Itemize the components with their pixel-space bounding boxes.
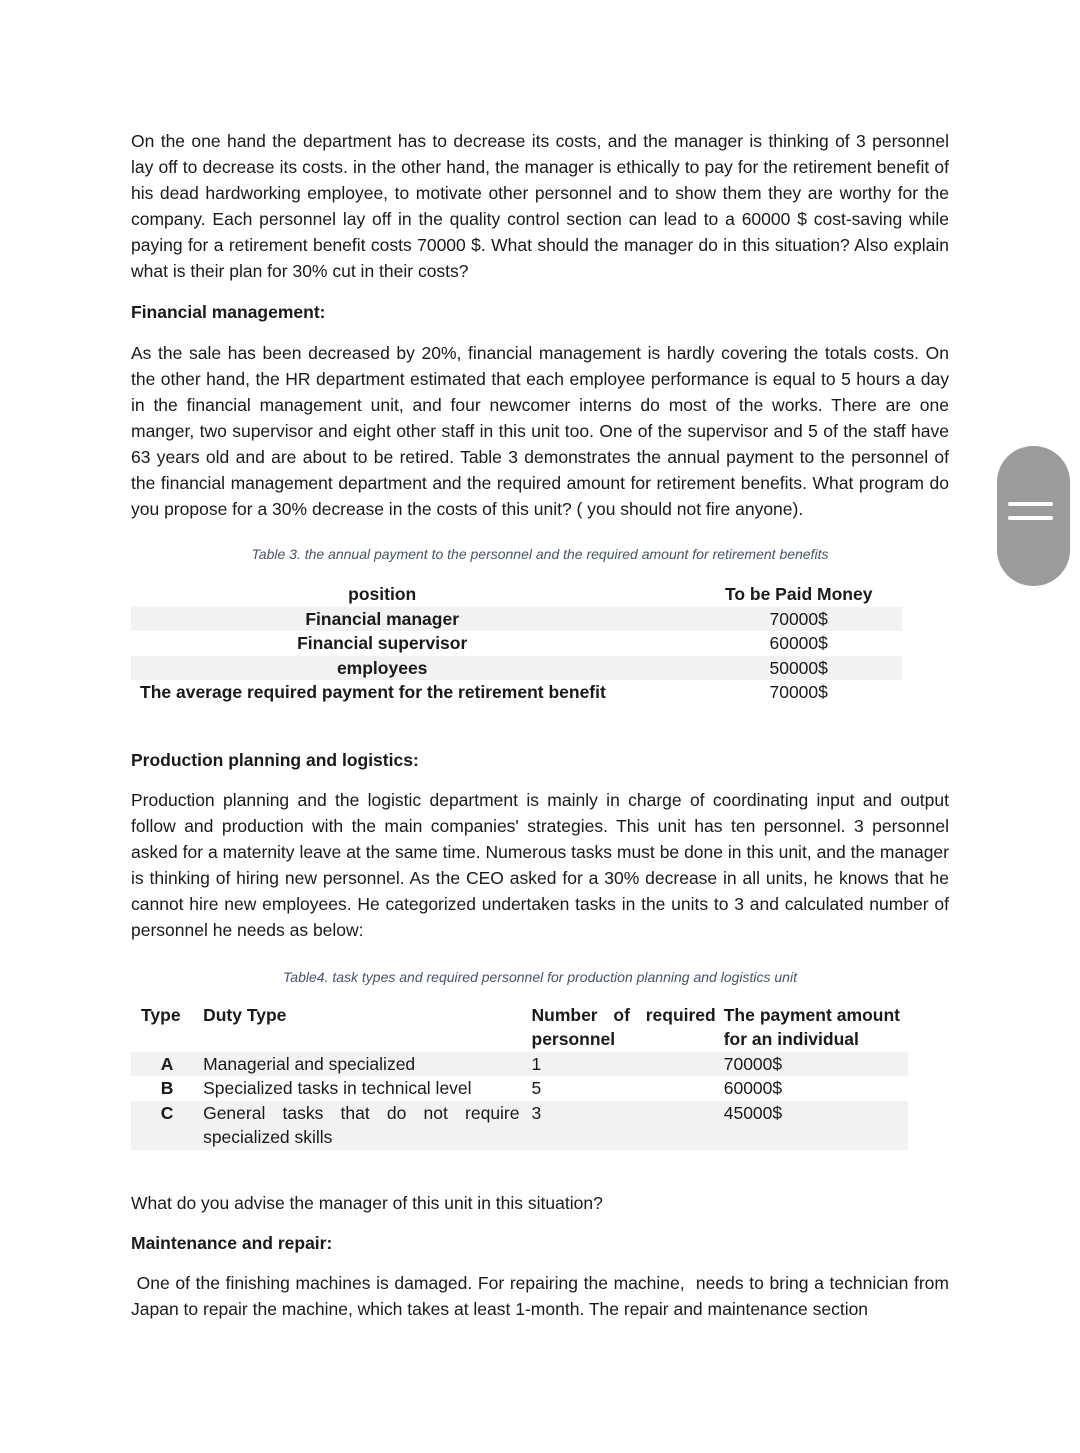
- table-cell: 70000$: [723, 1053, 783, 1074]
- table-row: [131, 631, 902, 656]
- table-cell: Financial supervisor: [297, 633, 468, 653]
- table-cell: Financial manager: [305, 608, 460, 629]
- table-cell: 1: [531, 1053, 542, 1074]
- grip-line-icon: [1008, 502, 1053, 506]
- production-heading: Production planning and logistics:: [131, 749, 419, 770]
- table-header-row: [131, 1003, 908, 1052]
- financial-paragraph: As the sale has been decreased by 20%, financial management is hardly covering the totals costs. On the other hand, the HR department estimated that each employee performance is equal to 5 hours a day in the financial management unit, and four newcomer interns do most of the works. There are one manger, two supervisor and eight other staff in this unit too. One of the supervisor and 5 of the staff have 63 years old and are about to be retired. Table 3 demonstrates the annual payment to the personnel of the financial management department and the required amount for retirement benefits. What program do you propose for a 30% decrease in the costs of this unit? ( you should not fire anyone).: [131, 343, 949, 519]
- table-cell: A: [160, 1053, 174, 1074]
- table4-caption: Table4. task types and required personnel for production planning and logistics unit: [283, 968, 797, 985]
- table-cell: 5: [531, 1078, 542, 1098]
- table-cell: 70000$: [769, 608, 828, 629]
- table3: [131, 582, 902, 705]
- document-page: [131, 128, 954, 1322]
- table-cell: 60000$: [769, 633, 828, 653]
- table-row: [131, 1052, 908, 1077]
- table-row: [131, 656, 902, 681]
- table-cell: 3: [531, 1102, 542, 1123]
- table-cell: Managerial and specialized: [203, 1053, 416, 1074]
- table-row: [131, 607, 902, 632]
- table-cell: 60000$: [723, 1078, 783, 1098]
- grip-line-icon: [1008, 516, 1053, 520]
- table-row: [131, 1076, 908, 1101]
- maintenance-heading: Maintenance and repair:: [131, 1232, 333, 1253]
- table-header-cell: Number of required personnel: [531, 1004, 716, 1049]
- table-header-row: [131, 582, 902, 607]
- table-cell: 70000$: [769, 682, 828, 702]
- table4: [131, 1003, 908, 1150]
- financial-heading: Financial management:: [131, 302, 326, 322]
- table-cell: General tasks that do not require specialized skills: [203, 1102, 520, 1147]
- table-header-cell: position: [348, 584, 417, 604]
- table-row: [131, 1101, 908, 1150]
- table-cell: 50000$: [769, 657, 828, 678]
- table-cell: C: [160, 1102, 174, 1123]
- table-header-cell: Type: [141, 1004, 181, 1025]
- table-cell: Specialized tasks in technical level: [203, 1078, 472, 1098]
- scroll-handle[interactable]: [997, 446, 1070, 586]
- intro-paragraph: On the one hand the department has to decrease its costs, and the manager is thinking of 3 personnel lay off to decrease its costs. in the other hand, the manager is ethically to pay for the retirement benefit of his dead hardworking employee, to motivate other personnel and to show them they are worthy for the company. Each personnel lay off in the quality control section can lead to a 60000 $ cost-saving while paying for a retirement benefit costs 70000 $. What should the manager do in this situation? Also explain what is their plan for 30% cut in their costs?: [131, 131, 949, 281]
- table-row: [131, 680, 902, 705]
- table-cell: The average required payment for the retirement benefit: [140, 682, 606, 702]
- table-header-cell: To be Paid Money: [724, 584, 873, 604]
- table-header-cell: Duty Type: [203, 1004, 287, 1025]
- table3-caption: Table 3. the annual payment to the personnel and the required amount for retirement benefits: [251, 546, 829, 562]
- production-paragraph: Production planning and the logistic department is mainly in charge of coordinating input and output follow and production with the main companies' strategies. This unit has ten personnel. 3 personnel asked for a maternity leave at the same time. Numerous tasks must be done in this unit, and the manager is thinking of hiring new personnel. As the CEO asked for a 30% decrease in all units, he knows that he cannot hire new employees. He categorized undertaken tasks in the units to 3 and calculated number of personnel he needs as below:: [131, 789, 949, 940]
- table-header-cell: The payment amount for an individual: [723, 1004, 900, 1049]
- table-cell: employees: [336, 657, 428, 678]
- production-question: What do you advise the manager of this unit in this situation?: [131, 1192, 603, 1213]
- table-cell: 45000$: [723, 1102, 783, 1123]
- maintenance-paragraph: One of the finishing machines is damaged. For repairing the machine, needs to bring a technician from Japan to repair the machine, which takes at least 1-month. The repair and maintenance section: [131, 1272, 954, 1319]
- table-cell: B: [160, 1078, 174, 1098]
